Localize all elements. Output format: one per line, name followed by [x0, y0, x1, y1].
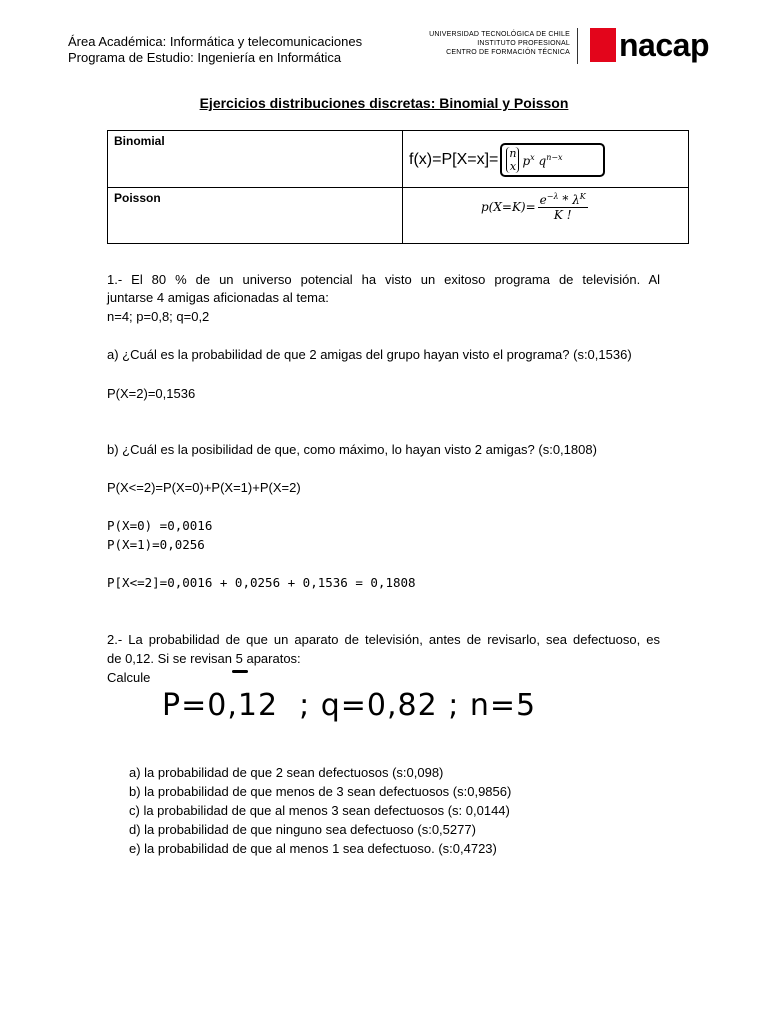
list-item: a) la probabilidad de que 2 sean defectuosos (s:0,098)	[129, 765, 444, 780]
university-line: CENTRO DE FORMACIÓN TÉCNICA	[446, 49, 570, 56]
ex2-calcule: Calcule	[107, 670, 151, 685]
university-block	[420, 30, 570, 57]
poisson-formula: p(X=K)= $\frac{e^{-\lambda} * \lambda^K}{K !}$	[481, 192, 586, 222]
list-item: e) la probabilidad de que al menos 1 sea defectuoso. (s:0,4723)	[129, 841, 497, 856]
university-line: INSTITUTO PROFESIONAL	[477, 40, 570, 47]
ex2-intro-line2: de 0,12. Si se revisan 5 aparatos:	[107, 651, 301, 666]
ex1-answer-a: P(X=2)=0,1536	[107, 386, 196, 401]
logo-red-mark	[590, 28, 616, 62]
poisson-label: Poisson	[114, 191, 161, 205]
binomial-formula-cell	[403, 131, 689, 188]
binomial-coefficient: n x	[506, 147, 519, 173]
header-area: Área Académica: Informática y telecomunicaciones	[68, 34, 363, 49]
poisson-formula-cell	[403, 188, 689, 244]
logo-wordmark: nacap	[619, 27, 709, 63]
list-item: c) la probabilidad de que al menos 3 sean defectuosos (s: 0,0144)	[129, 803, 510, 818]
list-item: d) la probabilidad de que ninguno sea defectuoso (s:0,5277)	[129, 822, 476, 837]
table-row-poisson	[108, 188, 689, 244]
ex1-answer-b-total: P[X<=2]=0,0016 + 0,0256 + 0,1536 = 0,1808	[107, 575, 416, 590]
list-item: b) la probabilidad de que menos de 3 sean defectuosos (s:0,9856)	[129, 784, 512, 799]
ex2-item-list	[129, 763, 511, 858]
poisson-fraction: $\frac{e^{-\lambda} * \lambda^K}{K !}$	[539, 192, 586, 222]
ex1-answer-b-p0: P(X=0) =0,0016	[107, 518, 213, 533]
handwritten-parameters: P=0,12 ; q=0,82 ; n=5	[162, 688, 537, 723]
ex1-intro-line1: 1.- El 80 % de un universo potencial ha visto un exitoso programa de televisión. Al	[107, 272, 660, 287]
table-row-binomial	[108, 131, 689, 188]
inacap-logo	[590, 28, 709, 62]
distribution-table	[107, 130, 689, 244]
university-line: UNIVERSIDAD TECNOLÓGICA DE CHILE	[429, 31, 570, 38]
ex1-answer-b-p1: P(X=1)=0,0256	[107, 537, 205, 552]
ex1-question-b: b) ¿Cuál es la posibilidad de que, como máximo, lo hayan visto 2 amigas? (s:0,1808)	[107, 442, 597, 457]
ex1-intro-line2: juntarse 4 amigas aficionadas al tema:	[107, 290, 329, 305]
ex2-intro-line1: 2.- La probabilidad de que un aparato de televisión, antes de revisarlo, sea defectuoso, es	[107, 632, 660, 647]
binomial-label: Binomial	[114, 134, 165, 148]
binomial-highlight-box: n x $p^x$ $q^{n-x}$	[500, 143, 604, 177]
ex1-answer-b-sum: P(X<=2)=P(X=0)+P(X=1)+P(X=2)	[107, 480, 301, 495]
handwritten-mark	[232, 670, 248, 673]
header-program: Programa de Estudio: Ingeniería en Informática	[68, 50, 342, 65]
ex1-params: n=4; p=0,8; q=0,2	[107, 309, 210, 324]
header-separator	[577, 28, 578, 64]
page-title: Ejercicios distribuciones discretas: Binomial y Poisson	[199, 95, 569, 111]
ex1-question-a: a) ¿Cuál es la probabilidad de que 2 amigas del grupo hayan visto el programa? (s:0,1536)	[107, 347, 632, 362]
binomial-formula: f(x)=P[X=x]= n x $p^x$ $q^{n-x}$	[409, 143, 605, 177]
